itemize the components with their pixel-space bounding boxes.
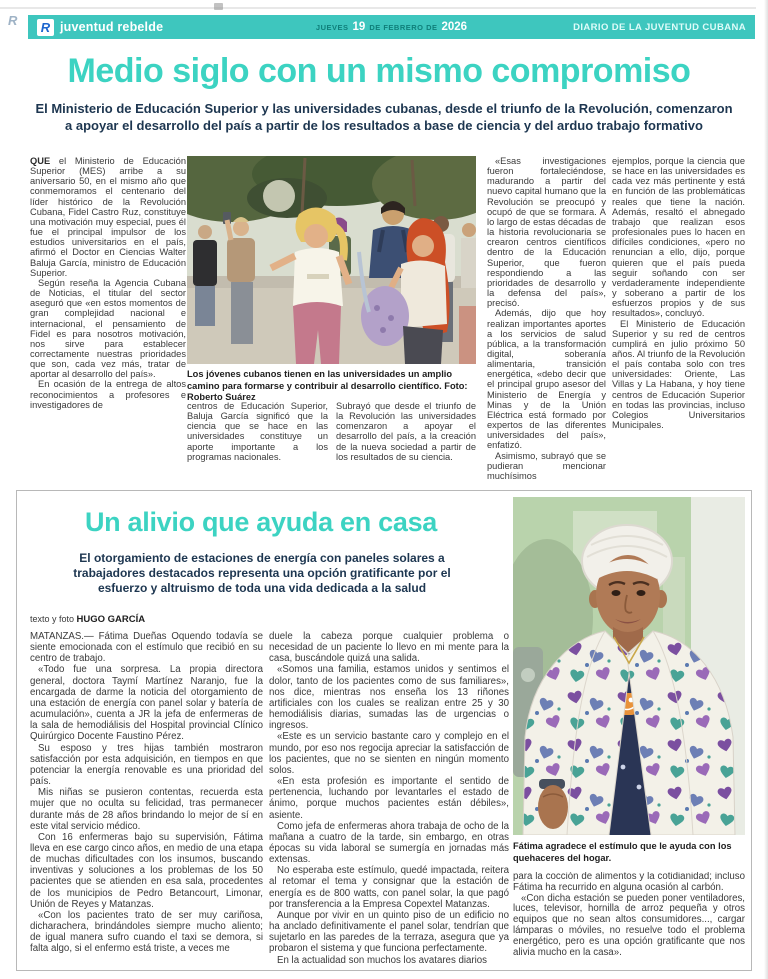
column-paragraphs — [187, 401, 328, 462]
column-paragraphs — [30, 278, 186, 410]
article1-column-4 — [487, 156, 606, 490]
paragraph: «Con los pacientes trato de ser muy cariñosa, dicharachera, brindándoles siempre mucho aliento; de igual manera sufro cuando el taxi se demora, si falta algo, si el enfermo está triste, a veces me — [30, 909, 263, 955]
paragraph: Su esposo y tres hijas también mostraron satisfacción por esta adquisición, en tiempos en que potenciar la energía renovable es una prioridad del país. — [30, 742, 263, 788]
article2-photo-caption: Fátima agradece el estímulo que le ayuda con los quehaceres del hogar. — [513, 841, 732, 863]
paragraph: En la actualidad son muchos los avatares diarios — [277, 954, 488, 966]
article1-headline: Medio siglo con un mismo compromiso — [67, 52, 691, 90]
column-paragraphs — [30, 631, 263, 955]
byline-author: HUGO GARCÍA — [76, 614, 146, 625]
newspaper-logo — [37, 19, 163, 36]
article2-column-2 — [269, 631, 509, 970]
column-paragraphs — [336, 401, 476, 462]
paragraph: Aunque por vivir en un quinto piso de un edificio no ha anclado definitivamente el panel solar, tendrían que sujetarlo en las paredes de la terraza, asegura que ya probaron el sistema y que funciona perfectamente. — [269, 909, 509, 955]
article1-column-3 — [336, 401, 476, 489]
article2-photo — [513, 497, 745, 835]
paragraph: Subrayó que desde el triunfo de la Revolución las universidades comenzaron a apoyar el desarrollo del país, a la creación de la nueva sociedad a partir de los resultados de su ciencia. — [336, 401, 476, 462]
article1-column-2 — [187, 401, 328, 489]
article1-photo — [187, 156, 476, 364]
article1-deck: El Ministerio de Educación Superior y las universidades cubanas, desde el triunfo de la Revolución, comenzaron a apoyar el desarrollo del país a partir de los resultados a base de ciencia y del arduo trabajo formativo — [35, 101, 733, 133]
masthead-tagline: DIARIO DE LA JUVENTUD CUBANA — [573, 21, 746, 33]
date-day: 19 — [352, 21, 366, 33]
paragraph: Además, dijo que hoy realizan importantes aportes a los servicios de salud pública, a la transformación digital, soberanía alimentaria, transición energética, «debo decir que el principal grupo asesor del Ministerio de Energía y Minas y de la Unión Eléctrica está formado por expertos de las diferentes universidades del país», enfatizó. — [487, 308, 606, 451]
article2-headline: Un alivio que ayuda en casa — [84, 507, 438, 537]
paragraph: «Esas investigaciones fueron fortaleciéndose, madurando a partir del nuevo capital humano que la Revolución se preocupó y ocupó de que se formara. A lo largo de estas décadas de la historia revolucionaria se crearon centros científicos dentro de la Educación Superior, que fueron respondiendo a las prioridades de desarrollo y la defensa del país», precisó. — [487, 156, 606, 309]
article2-column-1 — [30, 631, 263, 970]
paragraph: «Este es un servicio bastante caro y complejo en el mundo, por eso nos regocija apreciar la satisfacción de los pacientes, que no se sienten en ningún momento solos. — [269, 731, 509, 776]
paragraph: MATANZAS.— Fátima Dueñas Oquendo todavía se siente emocionada con el estímulo que recibió en su centro de trabajo. — [30, 631, 263, 665]
page-corner-mark: R — [8, 13, 18, 28]
article1-column-5 — [612, 156, 745, 490]
paragraph: duele la cabeza porque cualquier problema o necesidad de un paciente lo llevo en mi mente para la casa, buscándole quizá una salida. — [269, 631, 509, 665]
lead-word: QUE — [30, 156, 51, 166]
column-paragraphs — [612, 156, 745, 430]
column-paragraphs — [269, 631, 509, 966]
paragraph: Mis niñas se pusieron contentas, recuerda esta mujer que no oculta su felicidad, tras permanecer durante más de 28 años brindando lo mejor de sí en este vital servicio médico. — [30, 787, 263, 832]
scan-artifact-line — [0, 7, 756, 9]
paragraph-text: el Ministerio de Educación Superior (MES) arribe a su aniversario 50, en el mismo año que conmemoramos el centenario del líder histórico de la Revolución Cubana, Fidel Castro Ruz, constituye una motivación muy especial, pues él fue el principal impulsor de los estudios universitarios en el país, afirmó el Doctor en Ciencias Walter Baluja García, ministro de Educación Superior. — [30, 156, 186, 278]
paragraph: No esperaba este estímulo, quedé impactada, reitera al retomar el tema y consignar que la estación de energía es de 800 watts, con panel solar, la que pagó por transferencia a la Empresa Copextel Matanzas. — [269, 865, 509, 910]
dateline — [316, 21, 467, 33]
paragraph: Como jefa de enfermeras ahora trabaja de ocho de la mañana a cuatro de la tarde, sin embargo, en otras épocas su vida laboral se sumergía en jornadas más extensas. — [269, 820, 509, 866]
article2-column-3 — [513, 872, 745, 969]
date-month: DE FEBRERO DE — [369, 23, 438, 32]
logo-text: juventud rebelde — [60, 20, 164, 34]
date-year: 2026 — [441, 21, 468, 33]
paragraph — [30, 156, 186, 278]
paragraph: centros de Educación Superior, Baluja García significó que la ciencia que se hace en las universidades constituye un aporte importante a los programas nacionales. — [187, 401, 328, 462]
paragraph: para la cocción de alimentos y la cotidianidad; incluso Fátima ha recurrido en alguna ocasión al carbón. — [513, 872, 745, 893]
article2-deck: El otorgamiento de estaciones de energía con paneles solares a trabajadores destacados representa una opción gratificante por el esfuerzo y altruismo de toda una vida dedicada a la salud — [73, 551, 451, 595]
paragraph: ejemplos, porque la ciencia que se hace en las universidades es cada vez más pertinente y está en función de las problemáticas reales que tiene la nación. Además, resaltó el abnegado trabajo que realizan esos profesionales pues lo hacen en difíciles condiciones, «pero no renuncian a ello, dijo, porque quieren que el país pueda seguir soñando con ser verdaderamente independiente y soberano a partir de los esfuerzos propios y de sus resultados», concluyó. — [612, 156, 745, 319]
masthead-bar — [28, 15, 755, 39]
article1-photo-caption: Los jóvenes cubanos tienen en las universidades un amplio camino para formarse y contribuir al desarrollo científico. Foto: Roberto Suárez — [187, 369, 468, 402]
article2-byline — [30, 614, 145, 625]
scan-page-edge — [764, 0, 768, 979]
paragraph: En ocasión de la entrega de altos reconocimientos a profesores e investigadores de — [30, 379, 186, 410]
paragraph: «Con dicha estación se pueden poner ventiladores, luces, televisor, hornilla de arroz pequeña y otros equipos que no sean altos consumidores..., cargar lámparas o móviles, no resuelve todo el problema energético, pero es una opción gratificante que nos alivia mucho en la casa». — [513, 892, 745, 958]
students-photo-illustration — [187, 156, 476, 364]
byline-prefix: texto y foto — [30, 614, 77, 624]
paragraph: Con 16 enfermeras bajo su supervisión, Fátima lleva en ese cargo cinco años, en medio de una etapa de muchas dificultades con los insumos, buscando inventivas y soluciones a los problemas de los 50 pacientes que se atienden en esa sala, procedentes de los municipios de Pedro Betancourt, Limonar, Unión de Reyes y Matanzas. — [30, 831, 263, 910]
article1-column-1 — [30, 156, 186, 488]
nurse-photo-illustration — [513, 497, 745, 835]
date-weekday: JUEVES — [315, 23, 349, 32]
paragraph: Según reseña la Agencia Cubana de Noticias, el titular del sector aseguró que «en estos momentos de gran complejidad nacional e internacional, el pensamiento de Fidel es para nosotros motivación, nos sirve para establecer correctamente nuestras prioridades que son, cada vez más, tratar de aportar al desarrollo del país». — [30, 277, 186, 380]
column-paragraphs — [513, 872, 745, 958]
scan-artifact-mark — [214, 3, 223, 10]
paragraph: «Somos una familia, estamos unidos y sentimos el dolor, tanto de los pacientes como de sus familiares», nos dice, mientras nos enseña los 13 riñones artificiales con los cuales se realizan entre 25 y 30 hemodiálisis diarias, sumadas las de urgencias o ingresos. — [269, 664, 509, 732]
column-paragraphs — [487, 156, 606, 481]
paragraph: El Ministerio de Educación Superior y su red de centros cumplirá en julio próximo 50 años. Al triunfo de la Revolución el país contaba solo con tres universidades: Oriente, Las Villas y La Habana, y hoy tiene centros de Educación Superior en todas las provincias, incluso Colegios Universitarios Municipales. — [612, 318, 745, 431]
logo-r-icon: R — [37, 19, 54, 36]
paragraph: «En esta profesión es importante el sentido de pertenencia, luchando por levantarles el estado de ánimo, porque muchos pacientes están débiles», asiente. — [269, 776, 509, 821]
paragraph: Asimismo, subrayó que se pudieran mencionar muchísimos — [487, 450, 606, 481]
paragraph: «Todo fue una sorpresa. La propia directora general, doctora Taymí Martínez Naranjo, fue la encargada de darme la noticia del otorgamiento de una estación de energía con panel solar y batería de acumulación», cuenta a JR la jefa de enfermeras de la sala de hemodiálisis del Hospital provincial Clínico Quirúrgico Docente Faustino Pérez. — [30, 664, 263, 743]
